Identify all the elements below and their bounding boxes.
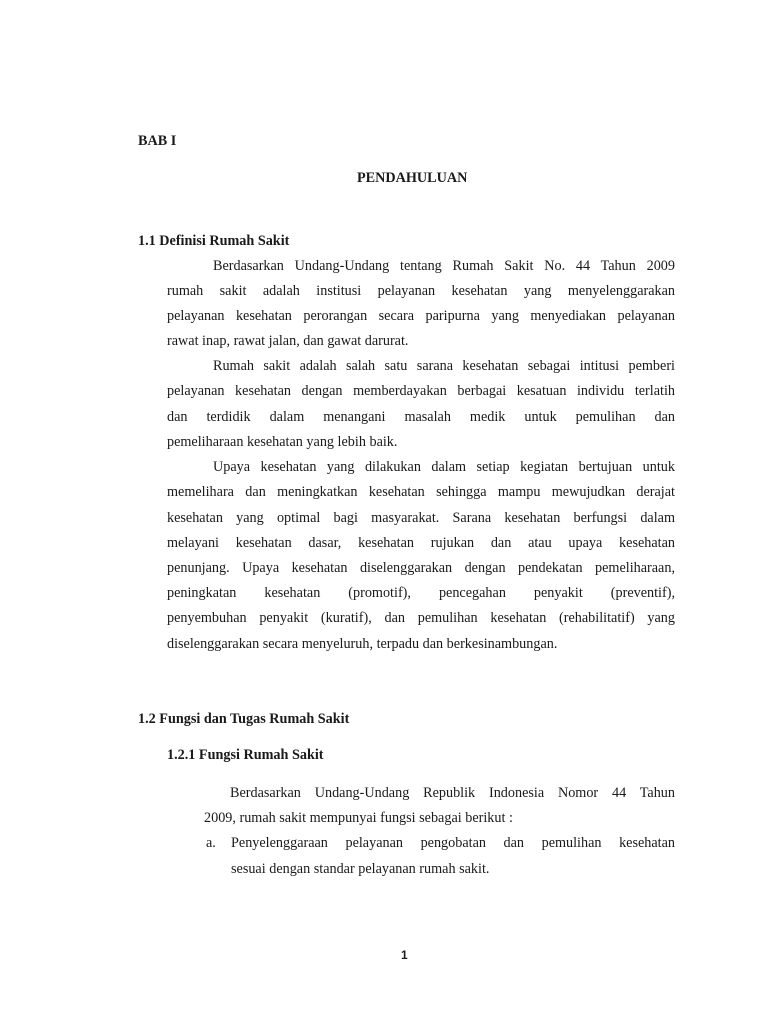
text-line: memelihara dan meningkatkan kesehatan sehingga mampu mewujudkan derajat [167, 484, 675, 500]
text-line: 2009, rumah sakit mempunyai fungsi sebagai berikut : [204, 810, 513, 826]
text-line: dan terdidik dalam menangani masalah medik untuk pemulihan dan [167, 409, 675, 425]
page-number: 1 [401, 948, 408, 962]
text-line: peningkatan kesehatan (promotif), pencegahan penyakit (preventif), [167, 585, 675, 601]
chapter-title: PENDAHULUAN [357, 170, 468, 186]
text-line: Berdasarkan Undang-Undang tentang Rumah Sakit No. 44 Tahun 2009 [213, 258, 675, 274]
text-line: pemeliharaan kesehatan yang lebih baik. [167, 434, 398, 450]
text-line: sesuai dengan standar pelayanan rumah sakit. [231, 861, 490, 877]
text-line: kesehatan yang optimal bagi masyarakat. Sarana kesehatan berfungsi dalam [167, 510, 675, 526]
section-heading-1-2: 1.2 Fungsi dan Tugas Rumah Sakit [138, 711, 350, 727]
subsection-heading-1-2-1: 1.2.1 Fungsi Rumah Sakit [167, 747, 324, 763]
text-line: penunjang. Upaya kesehatan diselenggarakan dengan pendekatan pemeliharaan, [167, 560, 675, 576]
text-line: penyembuhan penyakit (kuratif), dan pemulihan kesehatan (rehabilitatif) yang [167, 610, 675, 626]
text-line: Upaya kesehatan yang dilakukan dalam setiap kegiatan bertujuan untuk [213, 459, 675, 475]
text-line: melayani kesehatan dasar, kesehatan rujukan dan atau upaya kesehatan [167, 535, 675, 551]
text-line: Rumah sakit adalah salah satu sarana kesehatan sebagai intitusi pemberi [213, 358, 675, 374]
section-heading-1-1: 1.1 Definisi Rumah Sakit [138, 233, 290, 249]
text-line: diselenggarakan secara menyeluruh, terpadu dan berkesinambungan. [167, 636, 558, 652]
chapter-label: BAB I [138, 133, 177, 149]
text-line: rawat inap, rawat jalan, dan gawat darurat. [167, 333, 409, 349]
text-line: pelayanan kesehatan perorangan secara paripurna yang menyediakan pelayanan [167, 308, 675, 324]
list-marker: a. [206, 835, 216, 851]
text-line: Berdasarkan Undang-Undang Republik Indonesia Nomor 44 Tahun [230, 785, 675, 801]
text-line: Penyelenggaraan pelayanan pengobatan dan pemulihan kesehatan [231, 835, 675, 851]
text-line: rumah sakit adalah institusi pelayanan kesehatan yang menyelenggarakan [167, 283, 675, 299]
text-line: pelayanan kesehatan dengan memberdayakan berbagai kesatuan individu terlatih [167, 383, 675, 399]
